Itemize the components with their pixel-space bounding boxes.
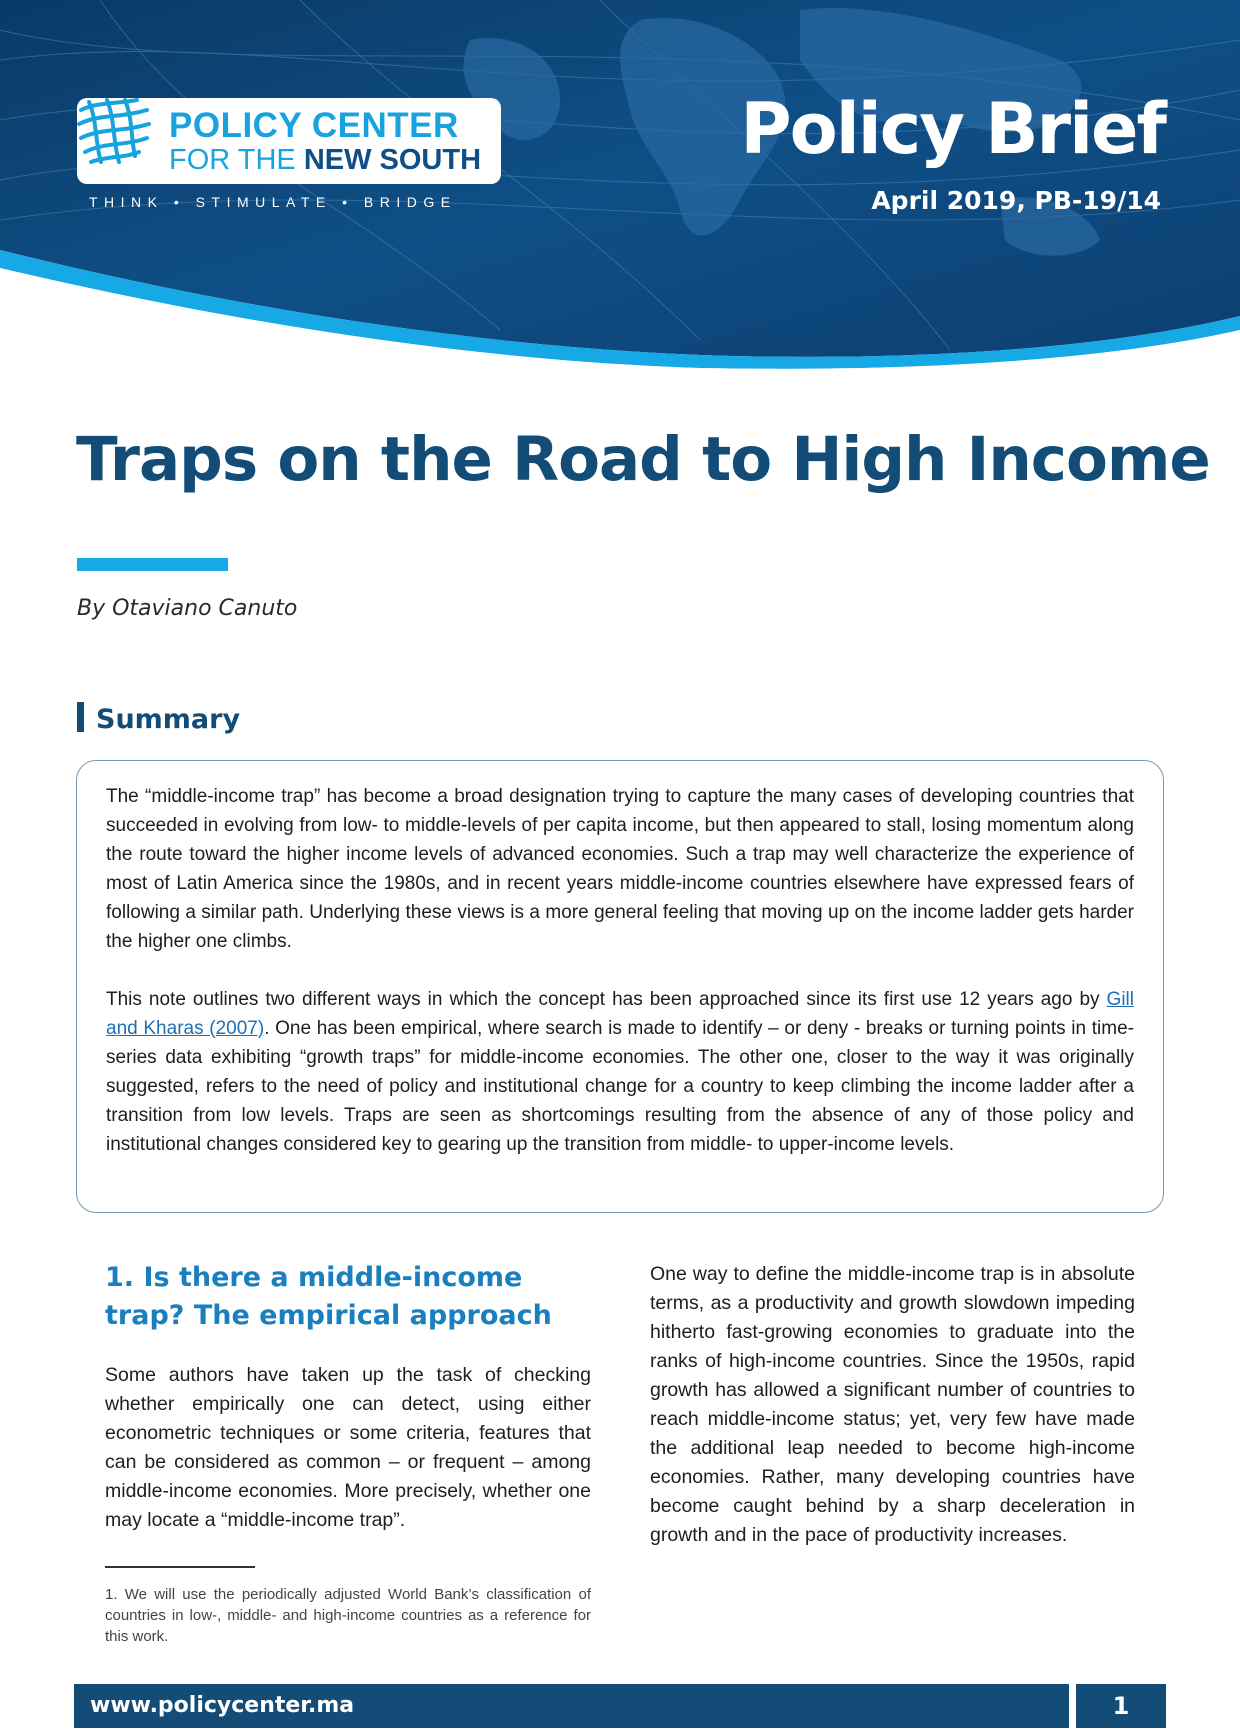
header-banner (0, 0, 1240, 370)
logo (77, 98, 501, 184)
article-title: Traps on the Road to High Income (76, 424, 1210, 495)
page-number: 1 (1112, 1692, 1130, 1720)
summary-p2-after: . One has been empirical, where search is made to identify – or deny - breaks or turning points in time-series data exhibiting “growth traps” for middle-income economies. The other one, closer to the way it was originally suggested, refers to the need of policy and institutional change for a country to keep climbing the income ladder after a transition from low levels. Traps are seen as shortcomings resulting from the absence of any of those policy and institutional changes considered key to gearing up the transition from middle- to upper-income levels. (106, 1018, 1134, 1155)
author-byline: By Otaviano Canuto (77, 596, 298, 621)
summary-box (76, 760, 1164, 1213)
logo-name-line2 (169, 144, 481, 177)
title-underline-rule (77, 558, 228, 571)
footer-bar (74, 1684, 1069, 1728)
globe-mesh-logo-icon (77, 98, 153, 164)
footnote-1: 1. We will use the periodically adjusted World Bank’s classification of countries in low-, middle- and high-income countries as a reference for this work. (105, 1586, 591, 1645)
summary-p2-before: This note outlines two different ways in which the concept has been approached since its first use 12 years ago by (106, 989, 1107, 1010)
world-map-banner-graphic (0, 0, 1240, 370)
page-number-box (1076, 1684, 1166, 1728)
section-1-heading: 1. Is there a middle-income trap? The empirical approach (105, 1262, 552, 1331)
section-1-right-paragraph: One way to define the middle-income trap is in absolute terms, as a productivity and growth slowdown impeding hitherto fast-growing economies to graduate into the ranks of high-income countries. Since the 1950s, rapid growth has allowed a significant number of countries to reach middle-income status; yet, very few have made the additional leap needed to become high-income economies. Rather, many developing countries have become caught behind by a sharp deceleration in growth and in the pace of productivity increases. (650, 1263, 1135, 1546)
logo-tagline: THINK • STIMULATE • BRIDGE (89, 194, 457, 210)
publication-date-reference: April 2019, PB-19/14 (871, 186, 1161, 215)
footer-website-link[interactable]: www.policycenter.ma (90, 1693, 355, 1718)
document-type-title: Policy Brief (740, 88, 1165, 170)
section-1-left-paragraph: Some authors have taken up the task of checking whether empirically one can detect, using either econometric techniques or some criteria, features that can be considered as common – or frequent – among middle-income economies. More precisely, whether one may locate a “middle-income trap”. (105, 1364, 591, 1531)
summary-paragraph-1: The “middle-income trap” has become a broad designation trying to capture the many cases of developing countries that succeeded in evolving from low- to middle-levels of per capita income, but then appeared to stall, losing momentum along the route toward the higher income levels of advanced economies. Such a trap may well characterize the experience of most of Latin America since the 1980s, and in recent years middle-income countries elsewhere have expressed fears of following a similar path. Underlying these views is a more general feeling that moving up on the income ladder gets harder the higher one climbs. (106, 786, 1134, 952)
gill-kharas-citation-link[interactable]: Gill and Kharas (2007) (106, 989, 1134, 1039)
summary-heading-marker (77, 702, 84, 732)
logo-line2-prefix: FOR THE (169, 144, 296, 176)
summary-paragraph-2 (106, 985, 1134, 1159)
logo-name-line1: POLICY CENTER (169, 106, 459, 145)
logo-line2-emphasis: NEW SOUTH (303, 144, 482, 176)
summary-heading: Summary (96, 704, 241, 735)
footnote-separator (105, 1566, 255, 1568)
